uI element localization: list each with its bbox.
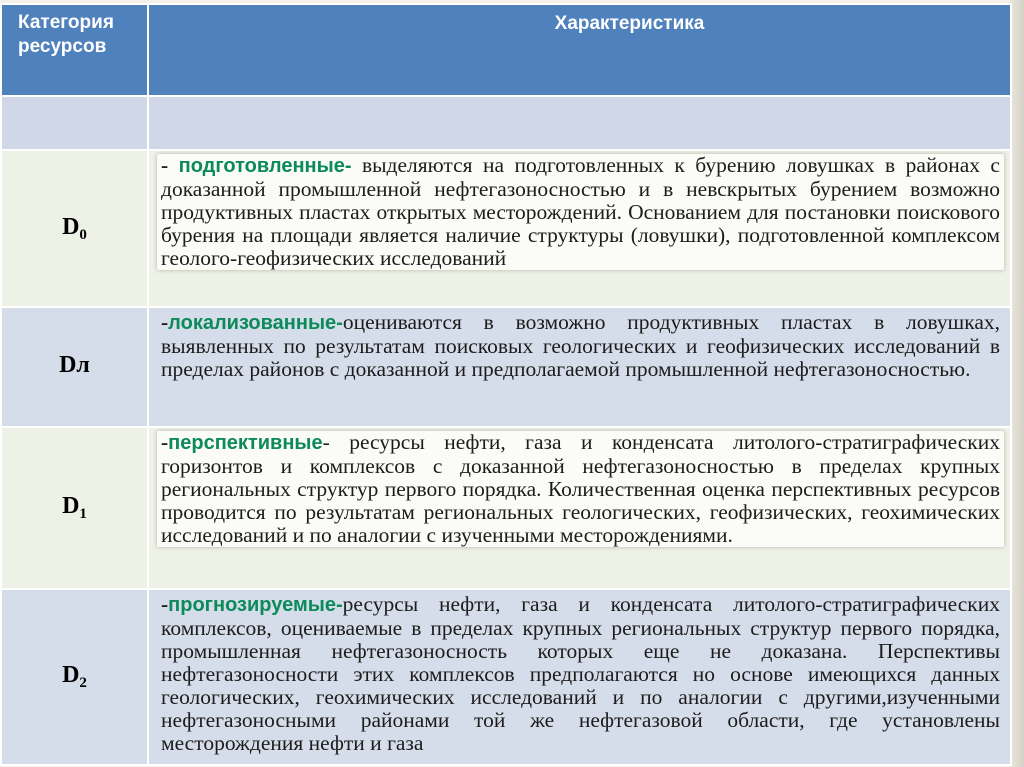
description-term: перспективные [168,432,323,454]
description-term: подготовленные- [178,155,352,177]
category-label: D [62,662,80,688]
table-blank-row [1,96,1011,150]
slide-edge [1010,0,1024,767]
description-body: выделяются на подготовленных к бурению ловушках в районах с доказанной промышленной нефтегазоносностью и в невскрытых бурением возможно продуктивных пластах открытых месторождений. Основанием для постановки поискового бурения на площади является наличие структуры (ловушки), подготовленной комплексом геолого-геофизических исследований [161,153,1000,270]
blank-cell [148,96,1011,150]
description-lead: - [161,310,169,334]
description-term: локализованные- [168,312,343,334]
description-text [157,154,1004,270]
header-characteristic [148,4,1011,96]
category-cell [1,589,148,765]
category-label: Dл [59,352,90,378]
description-text [157,431,1004,547]
description-lead: - [161,430,169,454]
category-subscript: 1 [79,506,87,522]
description-text [157,593,1004,755]
description-body: ресурсы нефти, газа и конденсата литолого-стратиграфических комплексов, оцениваемые в пределах крупных региональных структур первого порядка, промышленная нефтегазоносность которых еще не доказана. Перспективы нефтегазоносности этих комплексов предполагаются но основе имеющихся данных геологических, геохимических исследований и по аналогии с другими,изученными нефтегазоносными районами той же нефтегазовой области, где установлены месторождения нефти и газа [161,592,1000,755]
header-characteristic-label: Характеристика [554,13,705,34]
description-cell [148,307,1011,427]
description-lead: - [161,592,169,616]
category-label: D [62,213,80,240]
resources-table [0,3,1012,766]
header-category: Категория ресурсов [1,4,148,96]
description-cell [148,150,1011,307]
description-cell [148,427,1011,589]
category-subscript: 2 [79,675,87,691]
category-label: D [62,493,80,519]
description-text [157,311,1004,381]
category-cell [1,427,148,589]
description-body: оцениваются в возможно продуктивных пластах в ловушках, выявленных по результатам поисковых геологических и геофизических исследований в пределах районов с доказанной и предполагаемой промышленной нефтегазоносностью. [161,310,1000,381]
description-body: - ресурсы нефти, газа и конденсата литолого-стратиграфических горизонтов и комплексов с доказанной нефтегазоносностью в пределах крупных региональных структур первого порядка. Количественная оценка перспективных ресурсов проводится по результатам региональных геологических, геофизических, геохимических исследований и по аналогии с изученными месторождениями. [161,430,1000,547]
category-cell [1,307,148,427]
table-row [1,427,1011,589]
description-lead: - [161,153,179,177]
table-row [1,150,1011,307]
category-subscript: 0 [79,226,87,243]
description-term: прогнозируемые- [168,594,343,616]
table-row [1,307,1011,427]
description-cell [148,589,1011,765]
table-header-row [1,4,1011,96]
category-cell [1,150,148,307]
blank-cell [1,96,148,150]
table-row [1,589,1011,765]
